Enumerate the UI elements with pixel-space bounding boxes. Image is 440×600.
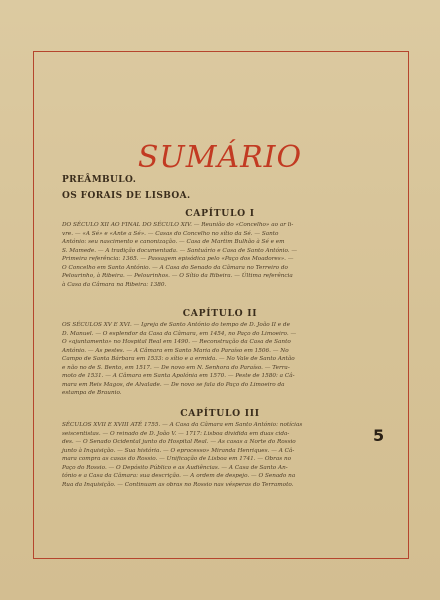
page-number: 5 <box>373 426 385 445</box>
intro-item-preamble: PREÂMBULO. <box>62 175 137 185</box>
chapter-3-line: des. — O Senado Ocidental junto do Hospital Real. — As casas a Norte do Rossio <box>62 439 296 446</box>
chapter-3-line: Paço do Rossio. — O Depósito Público e as Audiências. — A Casa de Santo An- <box>62 464 288 471</box>
intro-list <box>62 172 191 204</box>
chapter-2-line: OS SÉCULOS XV E XVI. — Igreja de Santo António do tempo de D. João II e de <box>62 322 290 328</box>
chapter-3-line: mara compra as casas do Rossio. — Unificação de Lisboa em 1741. — Obras no <box>62 456 292 463</box>
chapter-3-line: Rua da Inquisição. — Continuam as obras no Rossio nas vésperas do Terramoto. <box>62 481 294 488</box>
chapter-1-line: vre. — «A Sé» e «Ante a Sé». — Casas do Concelho no sítio da Sé. — Santo <box>62 230 279 237</box>
chapter-1-line: O Concelho em Santo António. — A Casa do Senado da Câmara no Terreiro do <box>62 264 288 271</box>
chapter-2-line: estampa de Braunio. <box>62 390 122 397</box>
chapter-2-line: D. Manuel. — O esplendor da Casa da Câmara, em 1454, no Paço do Limoeiro. — <box>62 330 297 337</box>
chapter-2-line: António. — As pestes. — A Câmara em Santo Maria do Paraíso em 1506. — No <box>62 347 289 354</box>
chapter-1-line: S. Mamede. — A tradição documentada. — Santuário e Casa de Santo António. — <box>62 247 298 254</box>
chapter-2-line: mara em Reis Magos, de Alvalade. — De novo se fala do Paço do Limoeiro da <box>62 381 285 388</box>
chapter-1-line: António: seu nascimento e canonização. — Casa de Martim Bulhão à Sé e em <box>62 239 285 246</box>
chapter-1-heading: CAPÍTULO I <box>185 208 255 219</box>
chapter-3-line: seiscentistas. — O reinado de D. João V. — 1717: Lisboa dividida em duas cida- <box>62 430 290 437</box>
chapter-2-line: moto de 1531. — A Câmara em Santa Apolónia em 1570. — Peste de 1580: a Câ- <box>62 373 295 380</box>
summary-title: SUMÁRIO <box>137 140 303 175</box>
chapter-3-line: junto à Inquisição. — Sua história. — O eprocesso» Miranda Henriques. — A Câ- <box>62 447 295 454</box>
chapter-2-heading: CAPÍTULO II <box>182 308 258 319</box>
chapter-2-line: O «ajuntamento» no Hospital Real em 1490. — Reconstrução da Casa de Santo <box>62 339 291 346</box>
chapter-2-text <box>62 321 380 398</box>
chapter-1-line: à Casa da Câmara na Ribeira: 1380. <box>62 281 167 288</box>
chapter-3-line: tónio e a Casa da Câmara: sua descrição. — A ordem de despejo. — O Senado na <box>62 473 296 480</box>
chapter-2-line: e não no de S. Bento, em 1517. — De novo em N. Senhora do Paraíso. — Terra- <box>62 364 290 371</box>
chapter-1-text <box>62 221 380 289</box>
chapter-1-line: Primeira referência: 1365. — Passagem episódica pelo «Paço dos Moadores». — <box>62 256 294 263</box>
chapter-1-line: Pelourinho, à Ribeira. — Pelourinhos. — O Sítio da Ribeira. — Última referência <box>62 273 293 280</box>
intro-item-forais: OS FORAIS DE LISBOA. <box>62 191 191 201</box>
chapter-1-line: DO SÉCULO XII AO FINAL DO SÉCULO XIV. — Reunião do «Concelho» ao ar li- <box>62 222 294 228</box>
chapter-3-text <box>62 421 380 489</box>
chapter-2-line: Campo de Santa Bárbara em 1533: o sítio e a ermida. — No Vale de Santo Antão <box>62 356 295 363</box>
chapter-3-heading: CAPÍTULO III <box>180 408 260 419</box>
chapter-3-line: SÉCULOS XVII E XVIII ATÉ 1755. — A Casa da Câmara em Santo António: notícias <box>62 422 303 428</box>
